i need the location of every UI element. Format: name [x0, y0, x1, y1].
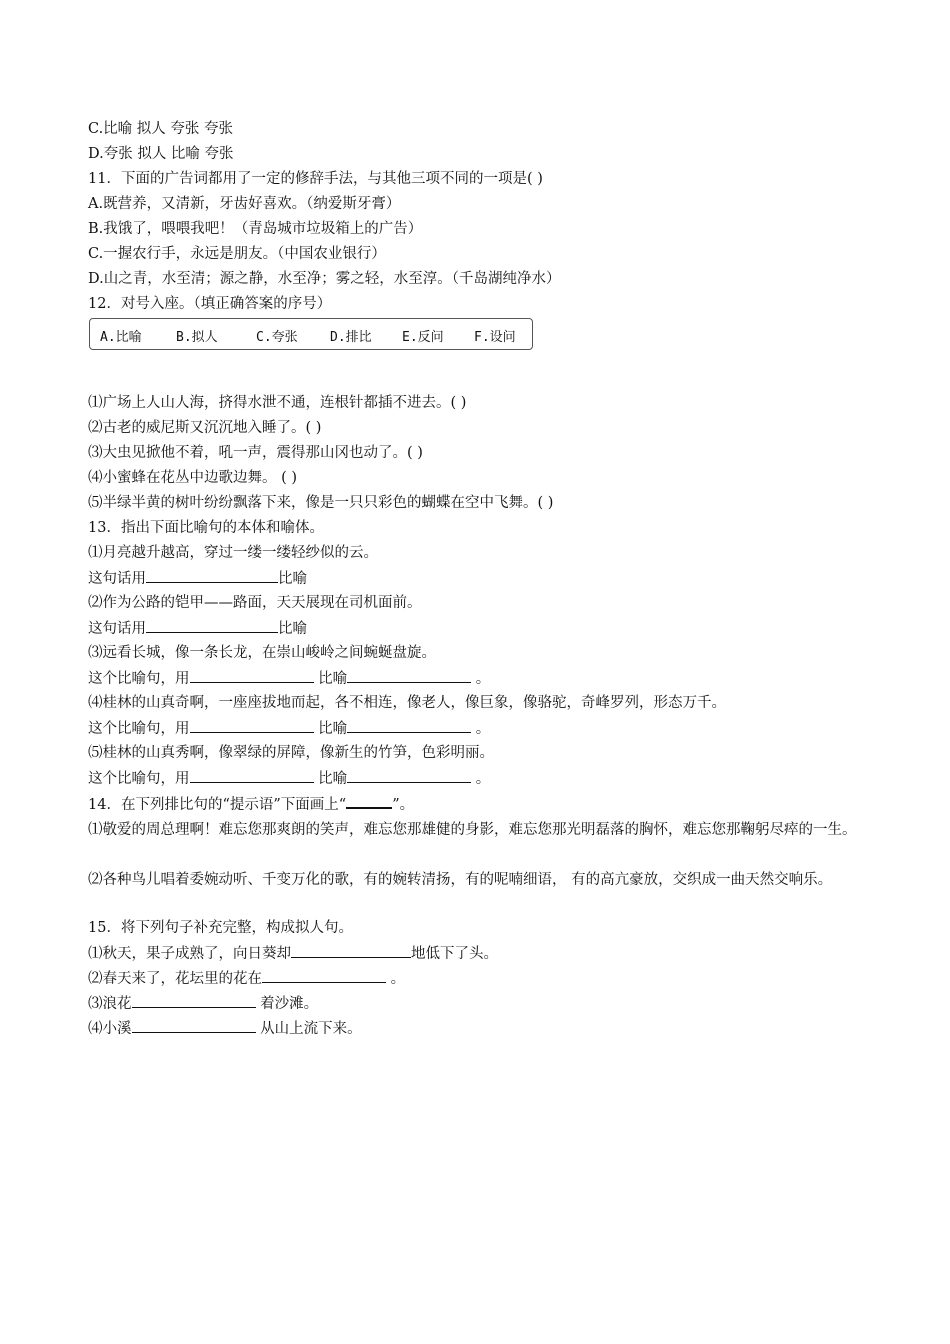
q12-options-box [89, 318, 533, 350]
answer-mid: 比喻 [318, 771, 348, 787]
q12-item-4: ⑷小蜜蜂在花丛中边歌边舞。 ( ) [88, 470, 298, 486]
fill-blank-tenor[interactable] [190, 668, 314, 683]
q13-sentence-1: ⑴月亮越升越高，穿过一缕一缕轻纱似的云。 [88, 545, 378, 561]
q13-answer-4 [88, 718, 490, 739]
answer-end: 。 [475, 721, 491, 737]
fill-blank-tenor[interactable] [190, 718, 314, 733]
q11-option-b: B.我饿了，喂喂我吧！（青岛城市垃圾箱上的广告） [88, 221, 423, 237]
q12-option-d: D.排比 [330, 330, 372, 345]
sentence-prefix: ⑴秋天，果子成熟了，向日葵却 [88, 946, 291, 962]
fill-blank-vehicle[interactable] [347, 768, 471, 783]
q11-option-d: D.山之青，水至清；源之静，水至净；雾之轻，水至淳。（千岛湖纯净水） [88, 271, 561, 287]
answer-suffix: 比喻 [278, 571, 307, 587]
q15-sentence-1 [88, 943, 498, 964]
q15-sentence-2 [88, 968, 405, 989]
underline-sample [346, 793, 392, 809]
answer-end: 。 [475, 771, 491, 787]
q10-option-d: D.夸张 拟人 比喻 夸张 [88, 146, 234, 162]
q12-item-5: ⑸半绿半黄的树叶纷纷飘落下来，像是一只只彩色的蝴蝶在空中飞舞。( ) [88, 495, 554, 511]
answer-prefix: 这个比喻句，用 [88, 771, 190, 787]
q13-sentence-3: ⑶远看长城，像一条长龙，在崇山峻岭之间蜿蜒盘旋。 [88, 645, 436, 661]
q12-item-1: ⑴广场上人山人海，挤得水泄不通，连根针都插不进去。( ) [88, 395, 467, 411]
sentence-suffix: 从山上流下来。 [260, 1021, 362, 1037]
q13-answer-2 [88, 618, 307, 639]
q12-option-a: A.比喻 [100, 330, 142, 345]
fill-blank[interactable] [291, 943, 411, 958]
q11-option-c: C.一握农行手，永远是朋友。（中国农业银行） [88, 246, 386, 262]
fill-blank[interactable] [146, 568, 278, 583]
q11-option-a: A.既营养，又清新，牙齿好喜欢。（纳爱斯牙膏） [88, 196, 401, 212]
q15-sentence-3 [88, 993, 318, 1014]
answer-mid: 比喻 [318, 721, 348, 737]
fill-blank[interactable] [146, 618, 278, 633]
fill-blank-tenor[interactable] [190, 768, 314, 783]
sentence-suffix: 地低下了头。 [411, 946, 498, 962]
q14-passage-1: ⑴敬爱的周总理啊！难忘您那爽朗的笑声，难忘您那雄健的身影，难忘您那光明磊落的胸怀，难忘您那鞠躬尽瘁的一生。 [88, 822, 857, 838]
q13-answer-3 [88, 668, 490, 689]
answer-prefix: 这句话用 [88, 621, 146, 637]
q14-passage-2: ⑵各种鸟儿唱着委婉动听、千变万化的歌，有的婉转清扬，有的呢喃细语， 有的高亢豪放，交织成一曲天然交响乐。 [88, 872, 833, 888]
sentence-suffix: 着沙滩。 [260, 996, 319, 1012]
answer-prefix: 这句话用 [88, 571, 146, 587]
fill-blank[interactable] [132, 1018, 256, 1033]
q12-item-3: ⑶大虫见掀他不着，吼一声，震得那山冈也动了。( ) [88, 445, 423, 461]
fill-blank[interactable] [132, 993, 256, 1008]
sentence-prefix: ⑶浪花 [88, 996, 132, 1012]
q15-stem: 15．将下列句子补充完整，构成拟人句。 [88, 920, 353, 936]
sentence-suffix: 。 [390, 971, 406, 987]
fill-blank-vehicle[interactable] [347, 718, 471, 733]
q12-option-e: E.反问 [402, 330, 444, 345]
q13-sentence-5: ⑸桂林的山真秀啊，像翠绿的屏障，像新生的竹笋，色彩明丽。 [88, 745, 494, 761]
q13-sentence-4: ⑷桂林的山真奇啊，一座座拔地而起，各不相连，像老人，像巨象，像骆驼，奇峰罗列，形态万千。 [88, 695, 726, 711]
answer-prefix: 这个比喻句，用 [88, 721, 190, 737]
stem-prefix: 14．在下列排比句的“提示语”下面画上“ [88, 797, 347, 813]
sentence-prefix: ⑷小溪 [88, 1021, 132, 1037]
q13-answer-5 [88, 768, 490, 789]
answer-mid: 比喻 [318, 671, 348, 687]
q13-answer-1 [88, 568, 307, 589]
fill-blank-vehicle[interactable] [347, 668, 471, 683]
stem-suffix: ”。 [392, 797, 415, 813]
q12-stem: 12．对号入座。（填正确答案的序号） [88, 296, 332, 312]
answer-prefix: 这个比喻句，用 [88, 671, 190, 687]
q12-item-2: ⑵古老的威尼斯又沉沉地入睡了。( ) [88, 420, 322, 436]
sentence-prefix: ⑵春天来了，花坛里的花在 [88, 971, 262, 987]
q12-option-c: C.夸张 [256, 330, 298, 345]
fill-blank[interactable] [262, 968, 386, 983]
q10-option-c: C.比喻 拟人 夸张 夸张 [88, 121, 234, 137]
q12-option-b: B.拟人 [176, 330, 218, 345]
q15-sentence-4 [88, 1018, 362, 1039]
answer-end: 。 [475, 671, 491, 687]
q14-stem [88, 793, 414, 815]
q13-sentence-2: ⑵作为公路的铠甲——路面，天天展现在司机面前。 [88, 595, 422, 611]
q11-stem: 11．下面的广告词都用了一定的修辞手法，与其他三项不同的一项是( ) [88, 171, 543, 187]
q12-option-f: F.设问 [474, 330, 516, 345]
answer-suffix: 比喻 [278, 621, 307, 637]
q13-stem: 13．指出下面比喻句的本体和喻体。 [88, 520, 324, 536]
